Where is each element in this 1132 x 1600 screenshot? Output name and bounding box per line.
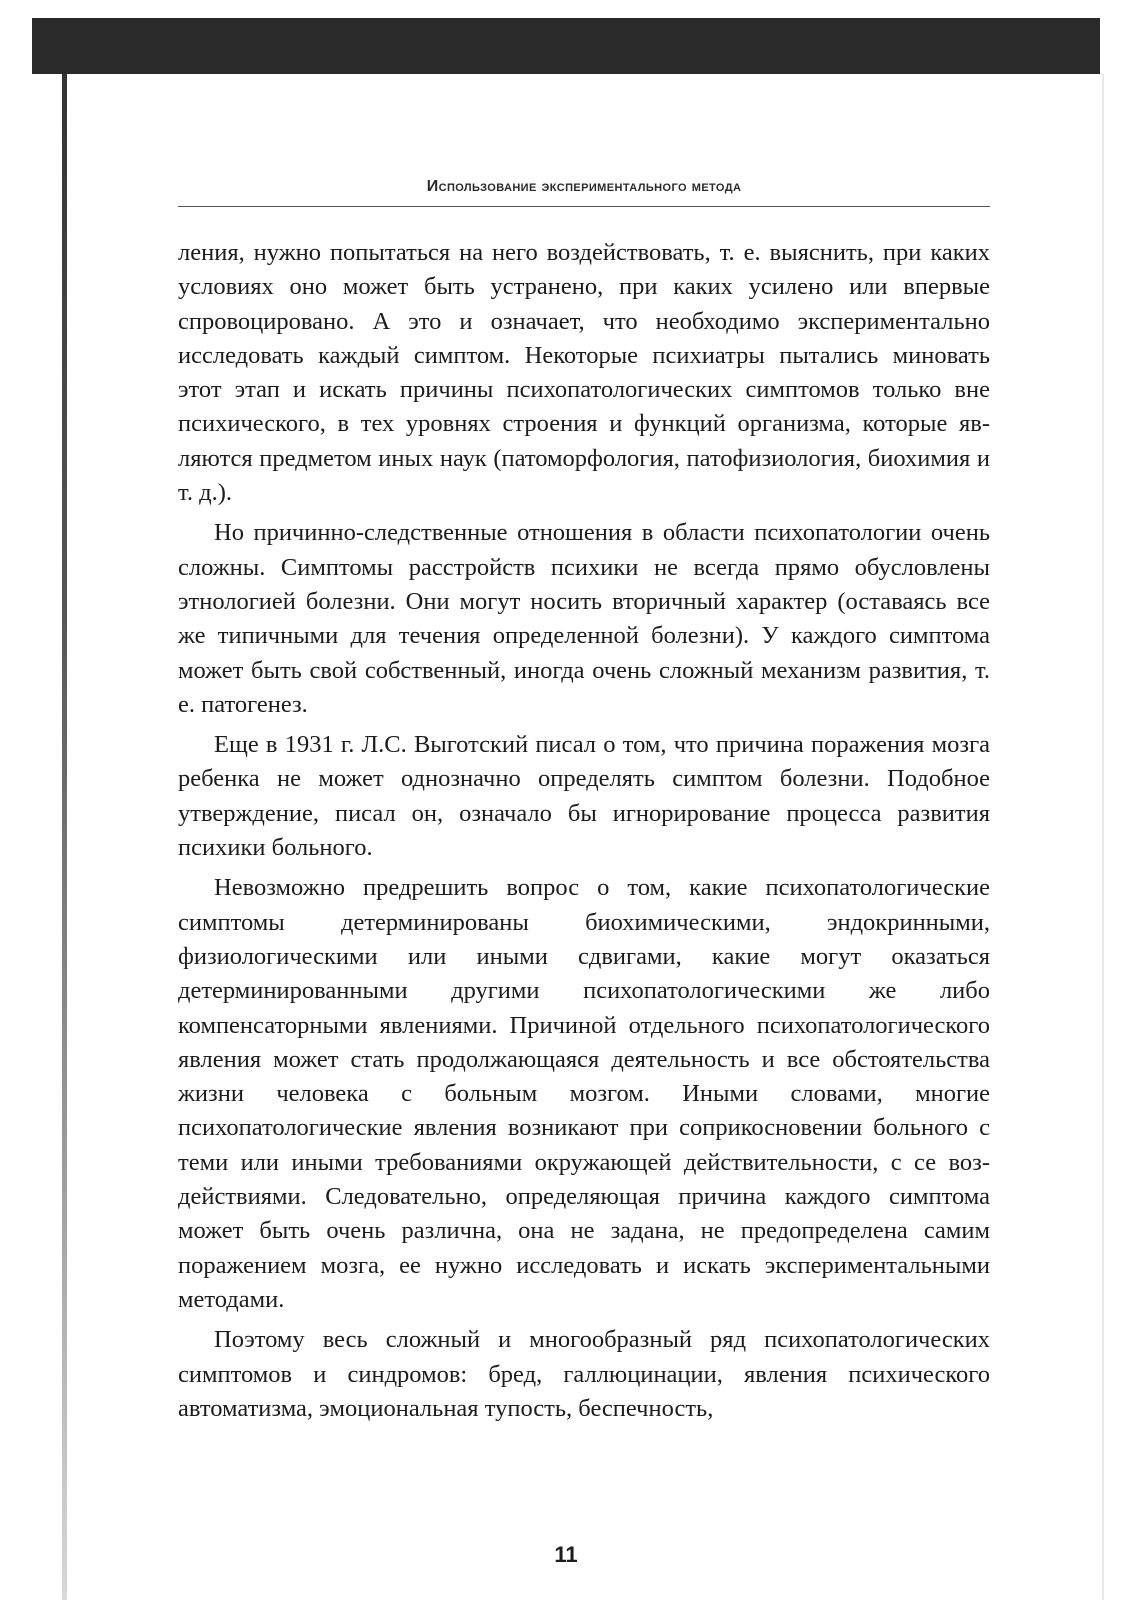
paragraph-5: Поэтому весь сложный и многообразный ряд психопатологических симптомов и синдромов: бред, галлюцинации, явления психического автоматизма, эмоциональная тупость, беспечность,	[178, 1326, 990, 1422]
body-text	[178, 236, 990, 1426]
page-number: 11	[554, 1542, 578, 1567]
scan-top-band	[32, 18, 1100, 74]
running-header: Использование экспериментального метода	[426, 178, 742, 195]
page-right-edge	[1102, 74, 1104, 1600]
book-spine-edge	[62, 74, 67, 1600]
header-rule	[178, 206, 990, 207]
paragraph-3: Еще в 1931 г. Л.С. Выготский писал о том, что причина поражения мозга ребенка не может однозначно определять симптом болезни. Подобное утверждение, писал он, означало бы игнорирование процесса развития психики больного.	[178, 731, 990, 862]
paragraph-4: Невозможно предрешить вопрос о том, какие психопатологические симптомы детерминированы биохимическими, эндокринными, физиологическими или иными сдвигами, какие могут оказаться детерминированными другими психопатологическими же либо компенсаторными явлениями. Причиной отдельного психопатологического явления может стать продолжающаяся деятельность и все обстоятельства жизни человека с больным мозгом. Иными словами, многие психопатологические явления возникают при соприкосновении больного с теми или иными требованиями окружающей действительности, с се воздействиями. Следовательно, определяющая причина каждого симптома может быть очень различна, она не задана, не предопределена самим поражением мозга, ее нужно исследовать и искать экспериментальными методами.	[178, 874, 990, 1313]
paragraph-1: ления, нужно попытаться на него воздействовать, т. е. выяснить, при каких условиях оно может быть устранено, при каких усилено или впервые спровоцировано. А это и означает, что необходимо экспериментально исследовать каждый симптом. Некоторые психиатры пытались миновать этот этап и искать причины психопатологических симптомов только вне психического, в тех уровнях строения и функций организма, которые являются предметом иных наук (патоморфология, патофизиология, биохимия и т. д.).	[178, 239, 990, 507]
paragraph-2: Но причинно-следственные отношения в области психопатологии очень сложны. Симптомы расстройств психики не всегда прямо обусловлены этнологией болезни. Они могут носить вторичный характер (оставаясь все же типичными для течения определенной болезни). У каждого симптома может быть свой собственный, иногда очень сложный механизм развития, т. е. патогенез.	[178, 519, 990, 718]
